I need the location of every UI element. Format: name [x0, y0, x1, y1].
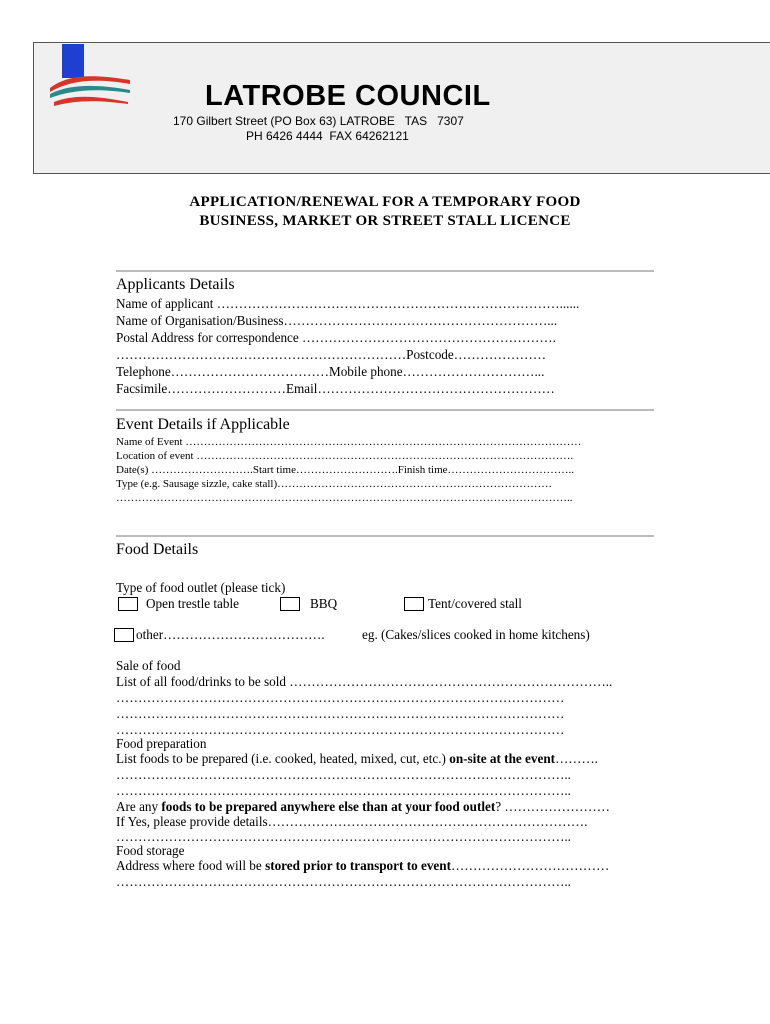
trestle-label: Open trestle table — [146, 596, 240, 611]
sale-heading: Sale of food — [116, 658, 181, 673]
elsewhere-emphasis: foods to be prepared anywhere else than at your food outlet — [161, 799, 496, 814]
other-example: eg. (Cakes/slices cooked in home kitchens) — [362, 627, 590, 642]
prep-blank-line[interactable]: ………………………………………………………………………………………….. — [116, 783, 571, 798]
prep-emphasis: on-site at the event — [449, 751, 556, 766]
council-address: 170 Gilbert Street (PO Box 63) LATROBE TAS 7307 — [173, 114, 464, 128]
council-phone-fax: PH 6426 4444 FAX 64262121 — [246, 129, 409, 143]
trestle-checkbox[interactable] — [118, 597, 138, 611]
other-field[interactable]: other………………………………. — [136, 627, 325, 642]
sale-blank-line[interactable]: ………………………………………………………………………………………… — [116, 722, 565, 737]
section-divider — [116, 409, 654, 411]
prep-heading: Food preparation — [116, 736, 207, 751]
event-dates-field[interactable]: Date(s) ……………………….Start time……………………….Finish time…………………………….. — [116, 464, 575, 476]
event-heading: Event Details if Applicable — [116, 416, 290, 433]
prep-dots: ………. — [555, 751, 598, 766]
event-extra-field[interactable]: …………………………………………………………………………………………………………….. — [116, 492, 573, 504]
applicant-name-field[interactable]: Name of applicant ……………………………………………………………………...... — [116, 296, 580, 311]
form-title — [100, 193, 670, 231]
postal-address-field[interactable]: Postal Address for correspondence …………………………………………………. — [116, 330, 556, 345]
sale-blank-line[interactable]: ………………………………………………………………………………………… — [116, 706, 565, 721]
section-divider — [116, 270, 654, 272]
event-name-field[interactable]: Name of Event ……………………………………………………………………………………………… — [116, 436, 582, 448]
storage-text: Address where food will be — [116, 858, 266, 873]
council-name: LATROBE COUNCIL — [205, 80, 491, 112]
details-blank-line[interactable]: ………………………………………………………………………………………….. — [116, 829, 571, 844]
bbq-checkbox[interactable] — [280, 597, 300, 611]
details-field[interactable]: If Yes, please provide details………………………………………………………………. — [116, 814, 588, 829]
storage-dots: ……………………………… — [451, 858, 610, 873]
council-logo — [48, 44, 132, 108]
other-checkbox[interactable] — [114, 628, 134, 642]
bbq-label: BBQ — [310, 596, 338, 611]
prep-field[interactable] — [116, 751, 598, 767]
telephone-field[interactable]: Telephone………………………………Mobile phone…………………………... — [116, 364, 545, 379]
elsewhere-dots: ? …………………… — [495, 799, 610, 814]
outlet-type-label: Type of food outlet (please tick) — [116, 580, 286, 595]
applicants-heading: Applicants Details — [116, 276, 235, 293]
elsewhere-question[interactable] — [116, 799, 610, 815]
prep-blank-line[interactable]: ………………………………………………………………………………………….. — [116, 767, 571, 782]
storage-blank-line[interactable]: ………………………………………………………………………………………….. — [116, 874, 571, 889]
tent-checkbox[interactable] — [404, 597, 424, 611]
event-type-field[interactable]: Type (e.g. Sausage sizzle, cake stall)………………………………………………………………… — [116, 478, 553, 490]
section-divider — [116, 535, 654, 537]
postcode-field[interactable]: …………………………………………………………Postcode………………… — [116, 347, 547, 362]
sale-blank-line[interactable]: ………………………………………………………………………………………… — [116, 690, 565, 705]
storage-emphasis: stored prior to transport to event — [265, 858, 452, 873]
facsimile-email-field[interactable]: Facsimile………………………Email……………………………………………… — [116, 381, 555, 396]
elsewhere-text: Are any — [116, 799, 162, 814]
food-heading: Food Details — [116, 541, 199, 558]
event-location-field[interactable]: Location of event …………………………………………………………………………………………. — [116, 450, 574, 462]
prep-text: List foods to be prepared (i.e. cooked, heated, mixed, cut, etc.) — [116, 751, 450, 766]
form-title-line2: BUSINESS, MARKET OR STREET STALL LICENCE — [199, 213, 571, 229]
tent-label: Tent/covered stall — [428, 596, 522, 611]
sale-list-field[interactable]: List of all food/drinks to be sold ……………………………………………………………….. — [116, 674, 613, 689]
storage-heading: Food storage — [116, 843, 185, 858]
organisation-field[interactable]: Name of Organisation/Business……………………………………………………... — [116, 313, 558, 328]
storage-field[interactable] — [116, 858, 609, 874]
form-title-line1: APPLICATION/RENEWAL FOR A TEMPORARY FOOD — [189, 194, 581, 210]
